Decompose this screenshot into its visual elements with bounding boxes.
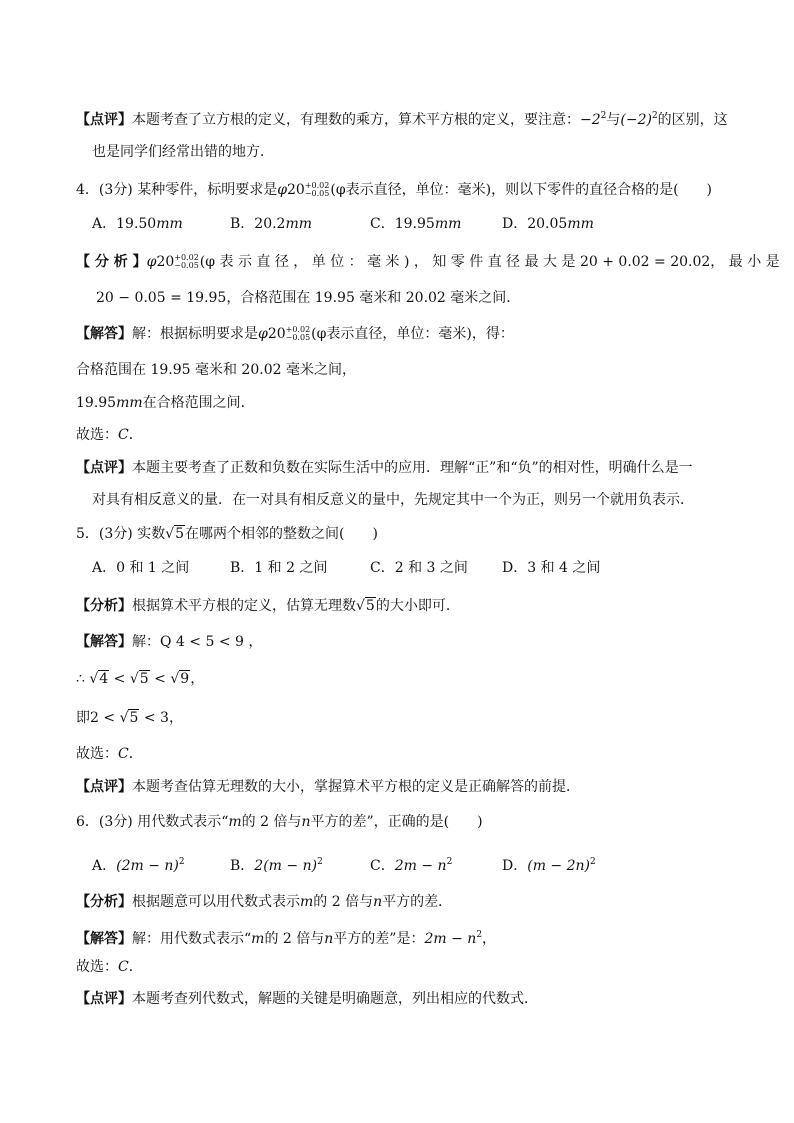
q5-ji: 即2 < √5 < 3， (76, 710, 183, 726)
q4-answer-line-3: 19.95mm在合格范围之间． (76, 395, 255, 411)
q5-option-a[interactable]: A．0 和 1 之间 (92, 560, 190, 576)
analysis-tag: 【 分 析 】 (76, 254, 147, 270)
q3-comment-line-2: 也是同学们经常出错的地方． (92, 144, 274, 160)
q5-analysis: 【分析】根据算术平方根的定义，估算无理数√5的大小即可． (76, 598, 460, 614)
q5-option-d[interactable]: D．3 和 4 之间 (502, 560, 601, 576)
q4-answer-line-1: 【解答】解：根据标明要求是φ20 +0.02 −0.05 (φ表示直径，单位：毫米)，得： (76, 325, 514, 342)
expr-paren-neg-2-squared: $(-2)^2$ (620, 111, 658, 128)
q4-choose: 故选：C． (76, 427, 143, 443)
q4-comment-line-1: 【点评】本题主要考查了正数和负数在实际生活中的应用．理解“正”和“负”的相对性，明确什么是一 (76, 460, 693, 476)
q4-stem: 4．(3分) 某种零件，标明要求是φ20 +0.02 −0.05 (φ表示直径，单位：毫米)，则以下零件的直径合格的是( ) (76, 181, 713, 198)
q4-option-a[interactable]: A．19.50mm (92, 216, 183, 232)
q6-analysis: 【分析】根据题意可以用代数式表示m的 2 倍与n平方的差． (76, 894, 453, 910)
q5-choose: 故选：C． (76, 746, 143, 762)
q6-option-c[interactable]: C．$2m - n^2$ (370, 857, 453, 874)
q5-answer: 【解答】解：Q 4 < 5 < 9 ， (76, 634, 263, 650)
q4-comment-line-2: 对具有相反意义的量．在一对具有相反意义的量中，先规定其中一个为正，则另一个就用负表示． (92, 492, 694, 508)
q5-stem: 5．(3分) 实数√5在哪两个相邻的整数之间( ) (76, 526, 378, 542)
q3-comment-line-1: 【点评】本题考查了立方根的定义，有理数的乘方，算术平方根的定义，要注意：$-2^2$与$(-2)^2$的区别，这 (76, 111, 728, 128)
q6-option-d[interactable]: D．$(m - 2n)^2$ (502, 857, 596, 874)
q5-option-c[interactable]: C．2 和 3 之间 (370, 560, 468, 576)
q4-option-b[interactable]: B．20.2mm (230, 216, 313, 232)
q5-therefore: ∴ √4 < √5 < √9， (76, 671, 205, 687)
q6-comment: 【点评】本题考查列代数式，解题的关键是明确题意，列出相应的代数式． (76, 991, 538, 1007)
sqrt-5: √5 (165, 526, 185, 542)
q4-option-d[interactable]: D．20.05mm (502, 216, 594, 232)
q5-option-b[interactable]: B．1 和 2 之间 (230, 560, 328, 576)
q6-answer: 【解答】解：用代数式表示“m的 2 倍与n平方的差”是：$2m - n^2$， (76, 930, 497, 947)
q5-comment: 【点评】本题考查估算无理数的大小，掌握算术平方根的定义是正确解答的前提． (76, 779, 580, 795)
comment-tag: 【点评】 (76, 112, 132, 128)
q4-analysis-line-2: 20 − 0.05 = 19.95，合格范围在 19.95 毫米和 20.02 毫米之间． (96, 290, 521, 306)
q6-option-b[interactable]: B．$2(m - n)^2$ (230, 857, 323, 874)
q6-choose: 故选：C． (76, 959, 143, 975)
q4-answer-line-2: 合格范围在 19.95 毫米和 20.02 毫米之间， (76, 362, 356, 378)
q6-stem: 6．(3分) 用代数式表示“m的 2 倍与n平方的差”，正确的是( ) (76, 814, 483, 830)
tolerance-stack: +0.02 −0.05 (304, 181, 330, 198)
q4-option-c[interactable]: C．19.95mm (370, 216, 462, 232)
expr-neg-2-squared: $-2^2$ (580, 111, 607, 128)
q6-option-a[interactable]: A．$(2m - n)^2$ (92, 857, 185, 874)
answer-tag: 【解答】 (76, 326, 132, 342)
q4-analysis-line-1: 【 分 析 】φ20 +0.02 −0.05 (φ 表 示 直 径 ， 单 位 ： 毫 米 ) ， 知 零 件 直 径 最 大 是 20 + 0.02 = 20.02， 最 小 是 (76, 253, 780, 270)
